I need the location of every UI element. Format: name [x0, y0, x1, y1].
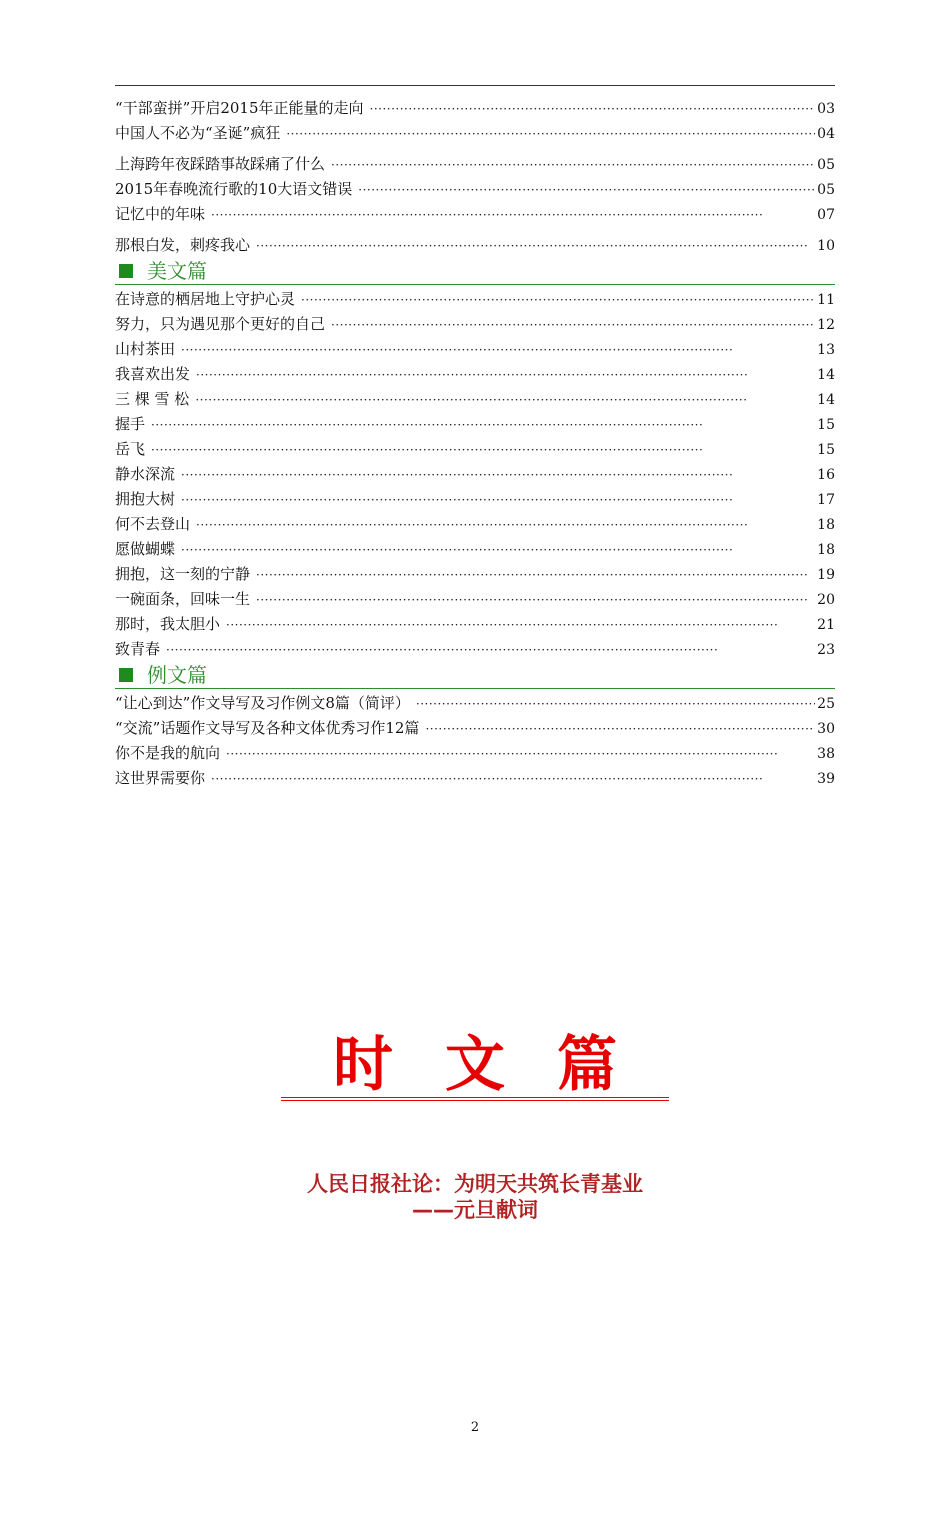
- toc-entry[interactable]: 这世界需要你 ····· 39: [115, 766, 835, 791]
- leader-dots: [226, 742, 815, 767]
- leader-dots: [416, 692, 815, 717]
- leader-dots: [358, 178, 815, 203]
- toc-entry[interactable]: 拥抱大树 ····· 17: [115, 487, 835, 512]
- toc-entry[interactable]: 那时，我太胆小 ····· 21: [115, 612, 835, 637]
- toc-entry[interactable]: 致青春 ····· 23: [115, 637, 835, 662]
- toc-entry[interactable]: “交流”话题作文导写及各种文体优秀习作12篇 ····· 30: [115, 716, 835, 741]
- leader-dots: [211, 767, 815, 792]
- toc-entry[interactable]: 记忆中的年味 ····· 07: [115, 202, 835, 227]
- square-bullet-icon: [119, 668, 133, 682]
- chapter-title: 时文篇: [0, 1030, 950, 1101]
- toc-entry[interactable]: 努力，只为遇见那个更好的自己 ····· 12: [115, 312, 835, 337]
- toc-entry[interactable]: 2015年春晚流行歌的10大语文错误 ····· 05: [115, 177, 835, 202]
- toc-entry[interactable]: 握手 ····· 15: [115, 412, 835, 437]
- leader-dots: [256, 588, 815, 613]
- toc-entry[interactable]: 一碗面条，回味一生 ····· 20: [115, 587, 835, 612]
- leader-dots: [195, 388, 815, 413]
- toc-entry[interactable]: 拥抱，这一刻的宁静 ····· 19: [115, 562, 835, 587]
- toc-entry[interactable]: 静水深流 ····· 16: [115, 462, 835, 487]
- leader-dots: [166, 638, 815, 663]
- leader-dots: [256, 563, 815, 588]
- leader-dots: [425, 717, 815, 742]
- leader-dots: [256, 234, 815, 259]
- table-of-contents: [115, 96, 835, 791]
- toc-entry[interactable]: 在诗意的栖居地上守护心灵 ····· 11: [115, 287, 835, 312]
- toc-entry[interactable]: “干部蛮拼”开启2015年正能量的走向 ····· 03: [115, 96, 835, 121]
- leader-dots: [370, 97, 816, 122]
- leader-dots: [181, 463, 815, 488]
- article-title: 人民日报社论：为明天共筑长青基业: [307, 1172, 643, 1196]
- section-heading-meiwen: 美文篇: [115, 258, 835, 285]
- leader-dots: [151, 413, 815, 438]
- toc-entry[interactable]: 三 棵 雪 松 ····· 14: [115, 387, 835, 412]
- leader-dots: [286, 122, 815, 147]
- toc-entry[interactable]: 岳飞 ····· 15: [115, 437, 835, 462]
- leader-dots: [196, 513, 815, 538]
- toc-entry[interactable]: 愿做蝴蝶 ····· 18: [115, 537, 835, 562]
- toc-entry[interactable]: 上海跨年夜踩踏事故踩痛了什么 ····· 05: [115, 152, 835, 177]
- toc-entry[interactable]: 何不去登山 ····· 18: [115, 512, 835, 537]
- page-number: 2: [470, 1420, 480, 1435]
- leader-dots: [181, 488, 815, 513]
- square-bullet-icon: [119, 264, 133, 278]
- leader-dots: [196, 363, 815, 388]
- toc-entry[interactable]: “让心到达”作文导写及习作例文8篇（简评） ····· 25: [115, 691, 835, 716]
- toc-entry[interactable]: 那根白发，刺疼我心 ····· 10: [115, 233, 835, 258]
- leader-dots: [226, 613, 815, 638]
- article-subtitle: ——元旦献词: [412, 1198, 538, 1222]
- toc-entry[interactable]: 中国人不必为“圣诞”疯狂 ····· 04: [115, 121, 835, 146]
- leader-dots: [331, 313, 815, 338]
- toc-entry[interactable]: 你不是我的航向 ····· 38: [115, 741, 835, 766]
- leader-dots: [301, 288, 815, 313]
- leader-dots: [211, 203, 815, 228]
- leader-dots: [181, 538, 815, 563]
- toc-entry[interactable]: 我喜欢出发 ····· 14: [115, 362, 835, 387]
- header-rule: [115, 85, 835, 86]
- leader-dots: [331, 153, 815, 178]
- leader-dots: [181, 338, 815, 363]
- leader-dots: [151, 438, 815, 463]
- toc-entry[interactable]: 山村茶田 ····· 13: [115, 337, 835, 362]
- section-heading-liwen: 例文篇: [115, 662, 835, 689]
